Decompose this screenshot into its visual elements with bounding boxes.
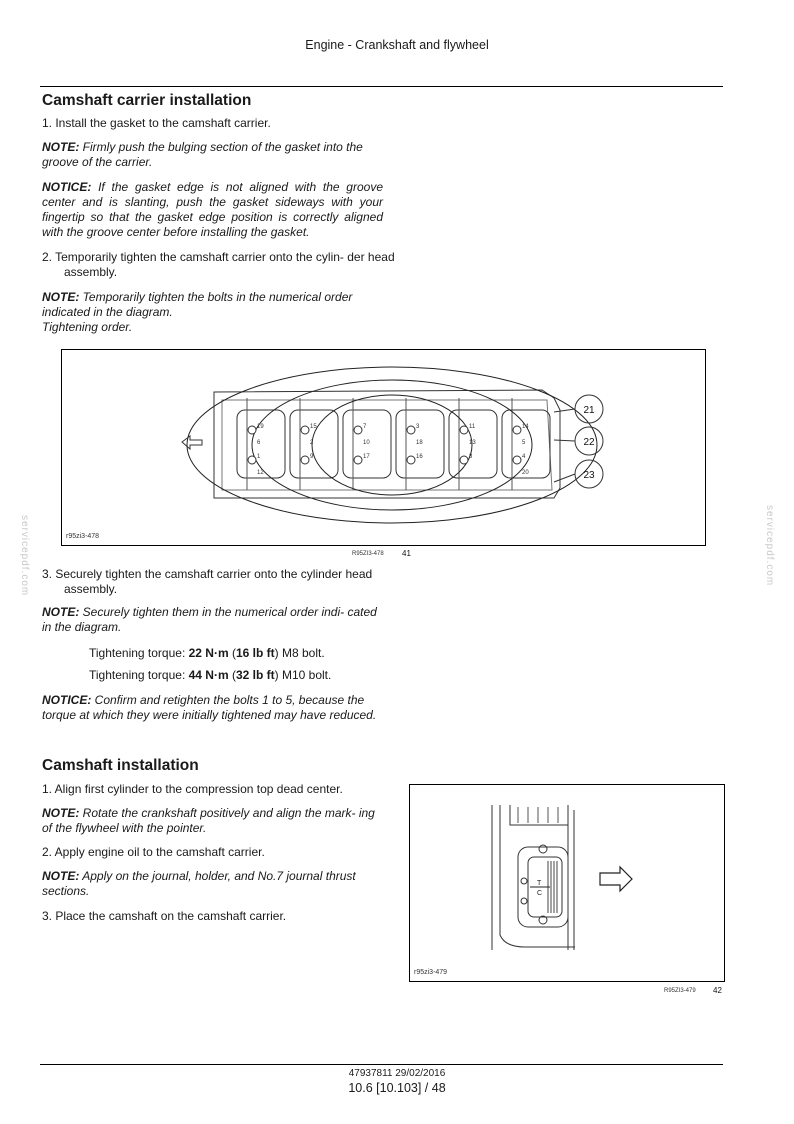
torque-label: Tightening torque: bbox=[89, 646, 189, 660]
note-label: NOTE: bbox=[42, 605, 80, 619]
figure-42-drawing bbox=[410, 785, 724, 981]
notice-label: NOTICE: bbox=[42, 180, 92, 194]
note-apply-oil bbox=[42, 869, 383, 899]
notice-text: Confirm and retighten the bolts 1 to 5, because the torque at which they were initially tightened may have reduced. bbox=[42, 693, 377, 722]
footer-doc-id: 47937811 29/02/2016 bbox=[348, 1068, 446, 1079]
torque-bolt-size: ) M10 bolt. bbox=[274, 668, 332, 682]
bolt-number: 3 bbox=[416, 424, 420, 430]
note-temporary-order bbox=[42, 290, 383, 335]
page-header-title: Engine - Crankshaft and flywheel bbox=[305, 38, 489, 52]
note-text: Rotate the crankshaft positively and align the mark- ing of the flywheel with the pointer. bbox=[42, 806, 375, 835]
footer-page-number: 10.6 [10.103] / 48 bbox=[348, 1081, 446, 1095]
figure-42-caption-number: 42 bbox=[713, 986, 722, 995]
section-title-camshaft: Camshaft installation bbox=[42, 757, 199, 774]
callout-21: 21 bbox=[583, 405, 595, 416]
step-1-install-gasket: 1. Install the gasket to the camshaft carrier. bbox=[42, 116, 271, 130]
header-rule bbox=[40, 86, 723, 87]
figure-42-frame bbox=[409, 784, 725, 982]
callout-23: 23 bbox=[583, 470, 595, 481]
figure-41-caption-id: R95ZI3-478 bbox=[352, 551, 384, 557]
bolt-number: 13 bbox=[469, 440, 476, 446]
note-text: Apply on the journal, holder, and No.7 journal thrust sections. bbox=[42, 869, 356, 898]
torque-bolt-size: ) M8 bolt. bbox=[274, 646, 325, 660]
bolt-number: 15 bbox=[310, 424, 317, 430]
note-label: NOTE: bbox=[42, 869, 80, 883]
note-text: Firmly push the bulging section of the gasket into the groove of the carrier. bbox=[42, 140, 363, 169]
bolt-number: 4 bbox=[522, 454, 526, 460]
notice-text: If the gasket edge is not aligned with the groove center and is slanting, push the gasket sideways with your fingertip so that the gasket edge position is correctly aligned with the groove center before installing the gasket. bbox=[42, 180, 383, 239]
notice-retighten bbox=[42, 693, 383, 723]
bolt-number: 14 bbox=[522, 424, 529, 430]
step-2-temporarily-tighten: 2. Temporarily tighten the camshaft carrier onto the cylin- der head assembly. bbox=[42, 250, 395, 279]
bolt-number: 8 bbox=[469, 454, 473, 460]
notice-gasket-edge bbox=[42, 180, 383, 240]
bolt-number: 12 bbox=[257, 470, 264, 476]
bolt-number: 18 bbox=[416, 440, 423, 446]
figure-41-drawing bbox=[62, 350, 705, 545]
note-tightening-order: Tightening order. bbox=[42, 320, 133, 334]
note-label: NOTE: bbox=[42, 140, 80, 154]
note-rotate-crankshaft bbox=[42, 806, 383, 836]
section-title-camshaft-carrier: Camshaft carrier installation bbox=[42, 92, 252, 109]
bolt-number: 1 bbox=[257, 454, 261, 460]
step-2-apply-oil: 2. Apply engine oil to the camshaft carrier. bbox=[42, 845, 265, 859]
note-text: Temporarily tighten the bolts in the numerical order indicated in the diagram. bbox=[42, 290, 353, 319]
bolt-number: 16 bbox=[416, 454, 423, 460]
step-3-securely-tighten: 3. Securely tighten the camshaft carrier onto the cylinder head assembly. bbox=[42, 567, 373, 596]
figure-41-caption-number: 41 bbox=[402, 549, 411, 558]
torque-label: Tightening torque: bbox=[89, 668, 189, 682]
torque-m8 bbox=[89, 646, 325, 660]
torque-value-lbft: 16 lb ft bbox=[235, 646, 275, 660]
torque-paren: ( bbox=[228, 668, 236, 682]
timing-mark-c: C bbox=[537, 890, 543, 897]
note-label: NOTE: bbox=[42, 806, 80, 820]
step-1-align-cylinder: 1. Align first cylinder to the compression top dead center. bbox=[42, 782, 343, 796]
bolt-number: 9 bbox=[310, 454, 314, 460]
bolt-number: 7 bbox=[363, 424, 367, 430]
torque-value-nm: 22 N·m bbox=[188, 646, 229, 660]
torque-paren: ( bbox=[228, 646, 236, 660]
note-label: NOTE: bbox=[42, 290, 80, 304]
bolt-number: 20 bbox=[522, 470, 529, 476]
note-gasket bbox=[42, 140, 383, 170]
watermark-right: servicepdf.com bbox=[764, 505, 775, 587]
bolt-number: 6 bbox=[257, 440, 261, 446]
bolt-number: 17 bbox=[363, 454, 370, 460]
torque-value-lbft: 32 lb ft bbox=[235, 668, 275, 682]
callout-22: 22 bbox=[583, 437, 595, 448]
note-text: Securely tighten them in the numerical order indi- cated in the diagram. bbox=[42, 605, 377, 634]
step-3-place-camshaft: 3. Place the camshaft on the camshaft carrier. bbox=[42, 909, 287, 923]
watermark-left: servicepdf.com bbox=[19, 515, 30, 597]
bolt-number: 2 bbox=[310, 440, 314, 446]
figure-41-inner-id: r95zi3-478 bbox=[66, 533, 100, 540]
bolt-number: 10 bbox=[363, 440, 370, 446]
figure-41-frame bbox=[61, 349, 706, 546]
torque-value-nm: 44 N·m bbox=[188, 668, 229, 682]
figure-42-inner-id: r95zi3-479 bbox=[414, 969, 448, 976]
figure-42-caption-id: R95ZI3-479 bbox=[664, 988, 696, 994]
bolt-number: 11 bbox=[469, 424, 476, 430]
note-secure-order bbox=[42, 605, 383, 635]
bolt-number: 19 bbox=[257, 424, 264, 430]
notice-label: NOTICE: bbox=[42, 693, 92, 707]
footer-rule bbox=[40, 1064, 723, 1065]
bolt-number: 5 bbox=[522, 440, 526, 446]
torque-m10 bbox=[89, 668, 331, 682]
timing-mark-t: T bbox=[537, 880, 542, 887]
